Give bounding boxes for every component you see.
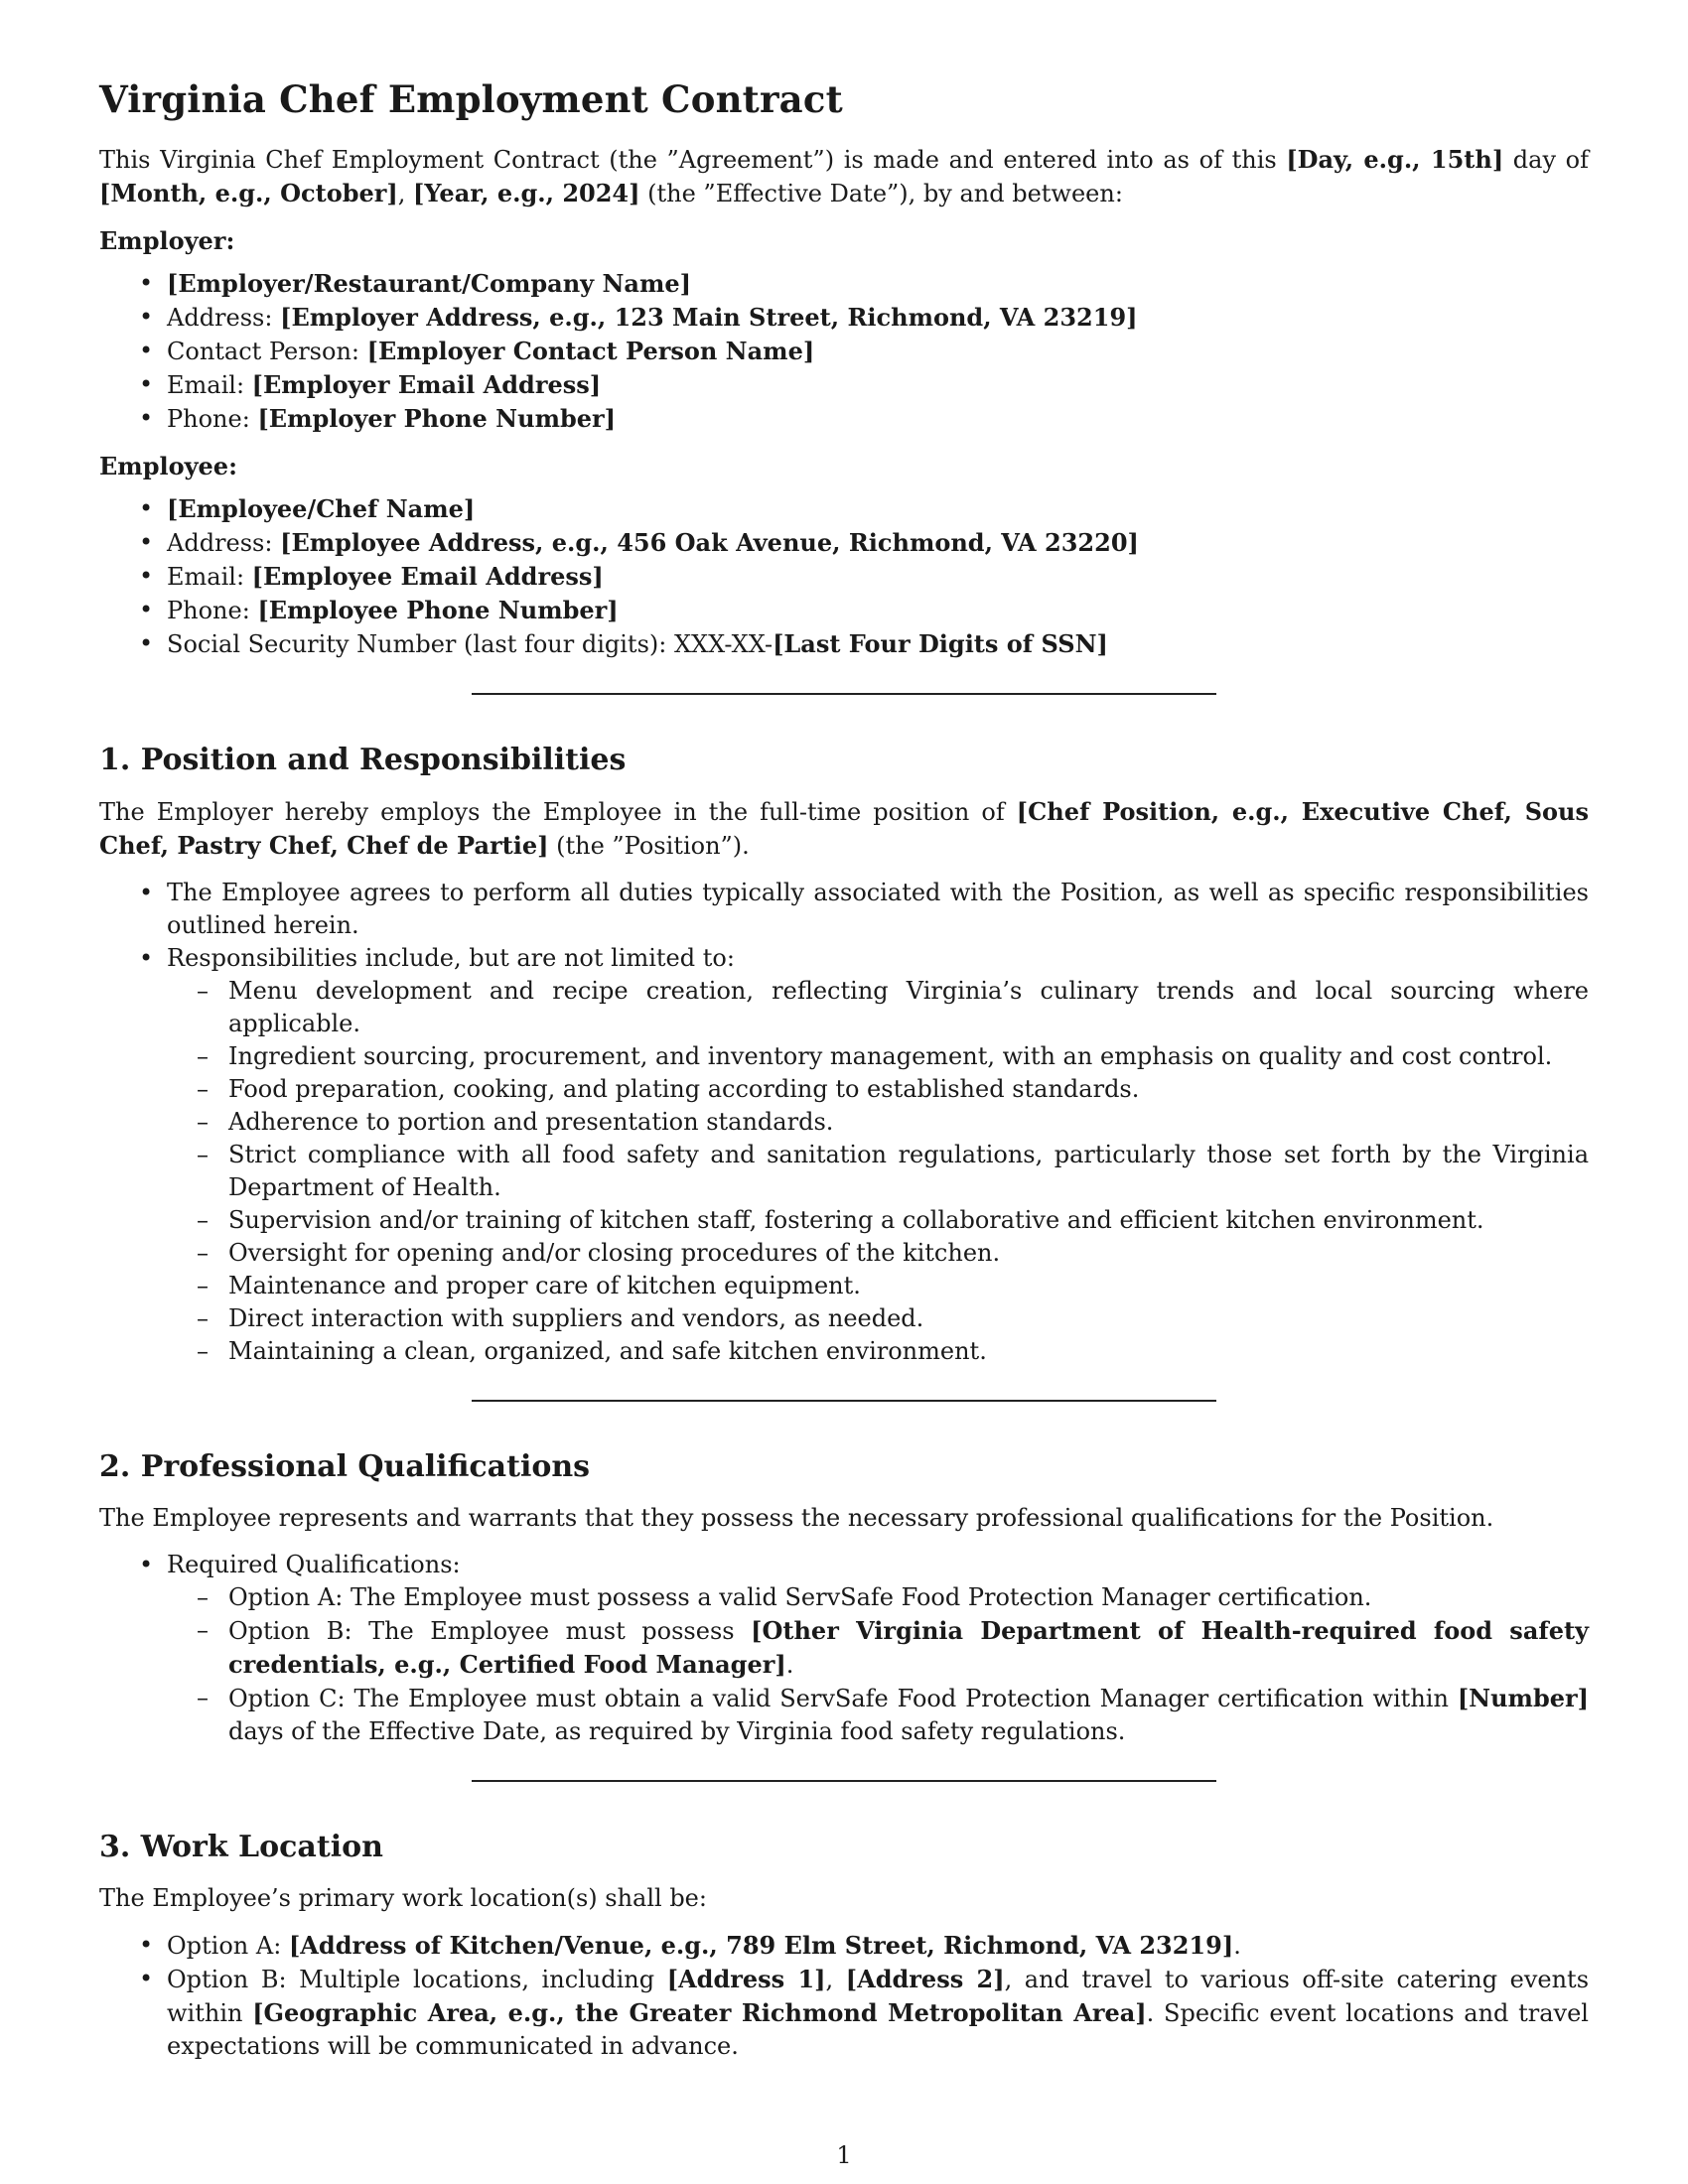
list-item: • Option A: [Address of Kitchen/Venue, e.g., 789 Elm Street, Richmond, VA 23219]. <box>99 1929 1589 1963</box>
position-list <box>99 877 1589 1368</box>
list-item: – Supervision and/or training of kitchen staff, fostering a collaborative and efficient kitchen environment. <box>167 1204 1589 1237</box>
month-placeholder: [Month, e.g., October] <box>99 179 398 207</box>
list-item: • Email: [Employer Email Address] <box>99 368 1589 402</box>
list-item: – Maintenance and proper care of kitchen equipment. <box>167 1270 1589 1302</box>
employee-list <box>99 492 1589 661</box>
list-item: • [Employer/Restaurant/Company Name] <box>99 267 1589 301</box>
list-item: • The Employee agrees to perform all duties typically associated with the Position, as well as specific responsibilities outlined herein. <box>99 877 1589 942</box>
employer-list <box>99 267 1589 436</box>
list-item: • Option B: Multiple locations, including [Address 1], [Address 2], and travel to various off-site catering events within [Geographic Area, e.g., the Greater Richmond Metropolitan Area]. Specific event locations and travel expectations will be communicated in advance. <box>99 1963 1589 2063</box>
list-item: • Phone: [Employee Phone Number] <box>99 594 1589 627</box>
employer-label: Employer: <box>99 226 235 255</box>
page-number: 1 <box>836 2141 852 2169</box>
list-item: – Option C: The Employee must obtain a valid ServSafe Food Protection Manager certification within [Number] days of the Effective Date, as required by Virginia food safety regulations. <box>167 1682 1589 1748</box>
list-item: – Option B: The Employee must possess [Other Virginia Department of Health-required food safety credentials, e.g., Certified Food Manager]. <box>167 1614 1589 1682</box>
qualifications-list <box>99 1549 1589 1748</box>
intro-paragraph: This Virginia Chef Employment Contract (the ”Agreement”) is made and entered into as of this [Day, e.g., 15th] day of [Month, e.g., October], [Year, e.g., 2024] (the ”Effective Date”), by and between: <box>99 145 1589 207</box>
section-heading-position: 1. Position and Responsibilities <box>99 743 627 777</box>
section-divider <box>472 693 1216 695</box>
year-placeholder: [Year, e.g., 2024] <box>413 179 640 207</box>
list-item: • Address: [Employee Address, e.g., 456 Oak Avenue, Richmond, VA 23220] <box>99 526 1589 560</box>
list-item: – Oversight for opening and/or closing procedures of the kitchen. <box>167 1237 1589 1270</box>
list-item: – Option A: The Employee must possess a valid ServSafe Food Protection Manager certification. <box>167 1581 1589 1614</box>
section-heading-location: 3. Work Location <box>99 1830 383 1864</box>
section-divider <box>472 1780 1216 1782</box>
location-paragraph: The Employee’s primary work location(s) shall be: <box>99 1884 707 1912</box>
list-item: – Menu development and recipe creation, reflecting Virginia’s culinary trends and local sourcing where applicable. <box>167 975 1589 1040</box>
location-list <box>99 1929 1589 2063</box>
position-paragraph: The Employer hereby employs the Employee in the full-time position of [Chef Position, e.g., Executive Chef, Sous Chef, Pastry Chef, Chef de Partie] (the ”Position”). <box>99 797 1589 860</box>
list-item: – Adherence to portion and presentation standards. <box>167 1106 1589 1139</box>
contract-page <box>99 77 1589 2077</box>
list-item: • Phone: [Employer Phone Number] <box>99 402 1589 436</box>
list-item: • Social Security Number (last four digits): XXX-XX-[Last Four Digits of SSN] <box>99 627 1589 661</box>
list-item: • Address: [Employer Address, e.g., 123 Main Street, Richmond, VA 23219] <box>99 301 1589 335</box>
list-item: • [Employee/Chef Name] <box>99 492 1589 526</box>
list-item: – Ingredient sourcing, procurement, and inventory management, with an emphasis on quality and cost control. <box>167 1040 1589 1073</box>
responsibilities-list <box>167 975 1589 1368</box>
employee-label: Employee: <box>99 452 237 480</box>
list-item: – Strict compliance with all food safety and sanitation regulations, particularly those set forth by the Virginia Department of Health. <box>167 1139 1589 1204</box>
section-divider <box>472 1400 1216 1402</box>
list-item: • Required Qualifications: – Option A: The Employee must possess a valid ServSafe Food Protection Manager certification. – Option B: The Employee must possess [Other Virginia Department of Health-required food safety credentials, e.g., Certified Food Manager]. – Option C: The Employee must obtain a valid ServSafe Food Protection Manager certification within [Number] days of the Effective Date, as required by Virginia food safety regulations. <box>99 1549 1589 1748</box>
qualifications-paragraph: The Employee represents and warrants that they possess the necessary professional qualifications for the Position. <box>99 1504 1494 1532</box>
document-title: Virginia Chef Employment Contract <box>99 77 843 121</box>
list-item: • Responsibilities include, but are not limited to: – Menu development and recipe creation, reflecting Virginia’s culinary trends and local sourcing where applicable. – Ingredient sourcing, procurement, and inventory management, with an emphasis on quality and cost control. – Food preparation, cooking, and plating according to established standards. – Adherence to portion and presentation standards. – Strict compliance with all food safety and sanitation regulations, particularly those set forth by the Virginia Department of Health. – Supervision and/or training of kitchen staff, fostering a collaborative and efficient kitchen environment. – Oversight for opening and/or closing procedures of the kitchen. – Maintenance and proper care of kitchen equipment. – Direct interaction with suppliers and vendors, as needed. – Maintaining a clean, organized, and safe kitchen environment. <box>99 942 1589 1368</box>
list-item: – Food preparation, cooking, and plating according to established standards. <box>167 1073 1589 1106</box>
list-item: • Email: [Employee Email Address] <box>99 560 1589 594</box>
qualification-options <box>167 1581 1589 1748</box>
section-heading-qualifications: 2. Professional Qualifications <box>99 1449 591 1484</box>
day-placeholder: [Day, e.g., 15th] <box>1286 145 1504 174</box>
list-item: • Contact Person: [Employer Contact Person Name] <box>99 335 1589 368</box>
list-item: – Direct interaction with suppliers and vendors, as needed. <box>167 1302 1589 1335</box>
list-item: – Maintaining a clean, organized, and safe kitchen environment. <box>167 1335 1589 1368</box>
